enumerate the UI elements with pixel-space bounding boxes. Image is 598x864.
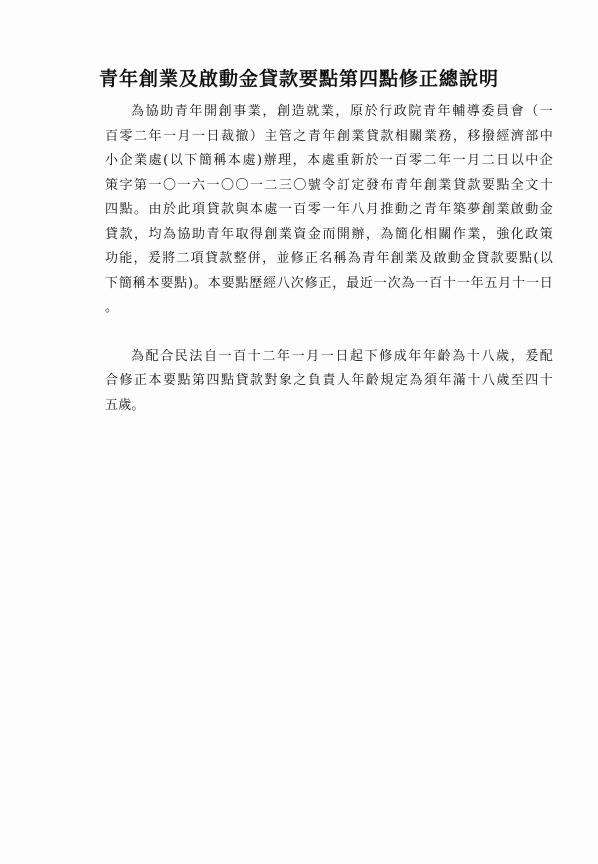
paragraph-1 <box>105 100 553 321</box>
paragraph-line: 為協助青年開創事業，創造就業，原於行政院青年輔導委員會（一 <box>131 104 553 119</box>
paragraph-2 <box>105 345 553 419</box>
document-title: 青年創業及啟動金貸款要點第四點修正總說明 <box>98 68 499 90</box>
paragraph-line: 。 <box>105 300 119 315</box>
paragraph-line: 下簡稱本要點)。本要點歷經八次修正，最近一次為一百十一年五月十一日 <box>105 275 553 291</box>
paragraph-line: 四點。由於此項貸款與本處一百零一年八月推動之青年築夢創業啟動金 <box>105 202 553 217</box>
paragraph-line: 合修正本要點第四點貸款對象之負責人年齡規定為須年滿十八歲至四十 <box>105 373 553 388</box>
paragraph-line: 五歲。 <box>105 397 145 413</box>
paragraph-line: 百零二年一月一日裁撤）主管之青年創業貸款相關業務，移撥經濟部中 <box>105 128 553 144</box>
paragraph-line: 功能，爰將二項貸款整併，並修正名稱為青年創業及啟動金貸款要點(以 <box>105 251 553 266</box>
paragraph-line: 策字第一〇一六一〇〇一二三〇號令訂定發布青年創業貸款要點全文十 <box>105 177 553 193</box>
document-body <box>105 100 553 418</box>
paragraph-line: 小企業處(以下簡稱本處)辦理，本處重新於一百零二年一月二日以中企 <box>105 153 553 168</box>
paragraph-line: 為配合民法自一百十二年一月一日起下修成年年齡為十八歲，爰配 <box>131 348 553 364</box>
paragraph-spacer <box>105 321 553 345</box>
paragraph-line: 貸款，均為協助青年取得創業資金而開辦，為簡化相關作業，強化政策 <box>105 226 553 242</box>
